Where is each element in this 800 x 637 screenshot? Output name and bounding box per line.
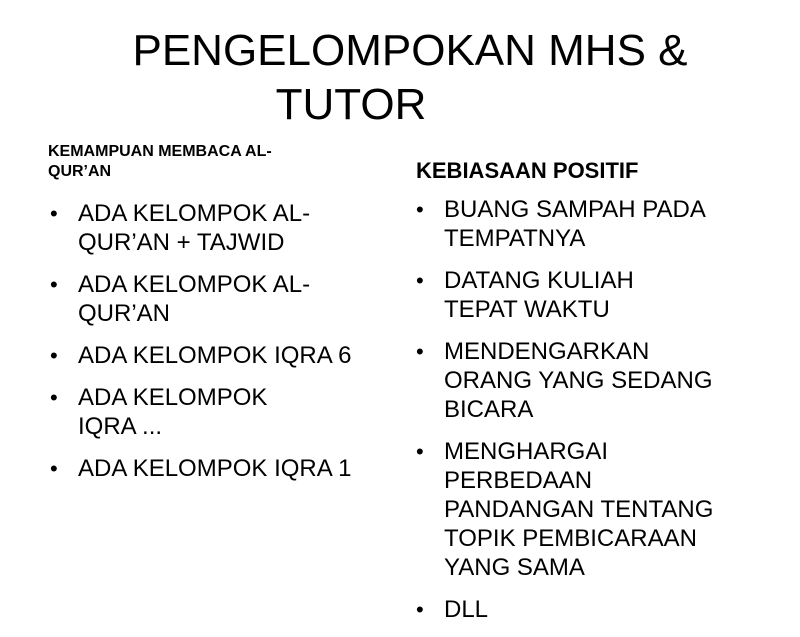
bullet-icon: • [416,597,424,622]
bullet-icon: • [50,456,58,481]
list-item-text [78,270,395,328]
right-column-heading: KEBIASAAN POSITIF [416,158,639,183]
list-item-text [444,595,776,624]
list-item [416,437,776,582]
list-item-line: ADA KELOMPOK AL- [78,200,311,227]
list-item [50,383,395,441]
list-item [50,270,395,328]
slide-title-line-2: TUTOR [275,80,427,129]
list-item-line: MENDENGARKAN [444,338,650,365]
list-item-line: ORANG YANG SEDANG [444,367,713,394]
list-item [416,266,776,324]
list-item-text [444,437,776,582]
list-item-line: TEPAT WAKTU [444,296,610,323]
list-item-text [444,266,776,324]
list-item-line: TOPIK PEMBICARAAN [444,525,697,552]
list-item [416,337,776,424]
list-item-text [78,341,395,370]
list-item-line: ADA KELOMPOK IQRA 1 [78,455,352,482]
list-item-line: BUANG SAMPAH PADA [444,196,706,223]
list-item-line: MENGHARGAI [444,438,609,465]
slide-title-line-1: PENGELOMPOKAN MHS & [132,26,688,75]
list-item-line: DATANG KULIAH [444,267,634,294]
bullet-icon: • [416,197,424,222]
list-item-line: ADA KELOMPOK [78,384,268,411]
list-item-line: BICARA [444,396,534,423]
list-item-line: QUR’AN + TAJWID [78,229,285,256]
bullet-icon: • [416,439,424,464]
left-bullet-list [50,199,395,496]
list-item-line: QUR’AN [78,300,171,327]
left-heading-line-2: QUR’AN [48,163,112,180]
list-item-line: PERBEDAAN [444,467,593,494]
bullet-icon: • [50,201,58,226]
list-item-text [444,195,776,253]
left-heading-line-1: KEMAMPUAN MEMBACA AL- [48,143,272,160]
bullet-icon: • [416,339,424,364]
list-item-line: TEMPATNYA [444,225,586,252]
list-item [416,595,776,624]
list-item-text [444,337,776,424]
list-item-line: PANDANGAN TENTANG [444,496,714,523]
list-item-line: ADA KELOMPOK AL- [78,271,311,298]
list-item-text [78,454,395,483]
bullet-icon: • [50,272,58,297]
list-item [416,195,776,253]
list-item-text [78,383,395,441]
list-item-line: DLL [444,596,489,623]
list-item [50,199,395,257]
list-item-text [78,199,395,257]
list-item [50,454,395,483]
bullet-icon: • [50,385,58,410]
bullet-icon: • [50,343,58,368]
right-bullet-list [416,195,776,637]
left-column-heading [48,142,348,182]
bullet-icon: • [416,268,424,293]
list-item-line: IQRA ... [78,413,163,440]
list-item [50,341,395,370]
list-item-line: ADA KELOMPOK IQRA 6 [78,342,352,369]
list-item-line: YANG SAMA [444,554,585,581]
slide-title [60,24,760,132]
